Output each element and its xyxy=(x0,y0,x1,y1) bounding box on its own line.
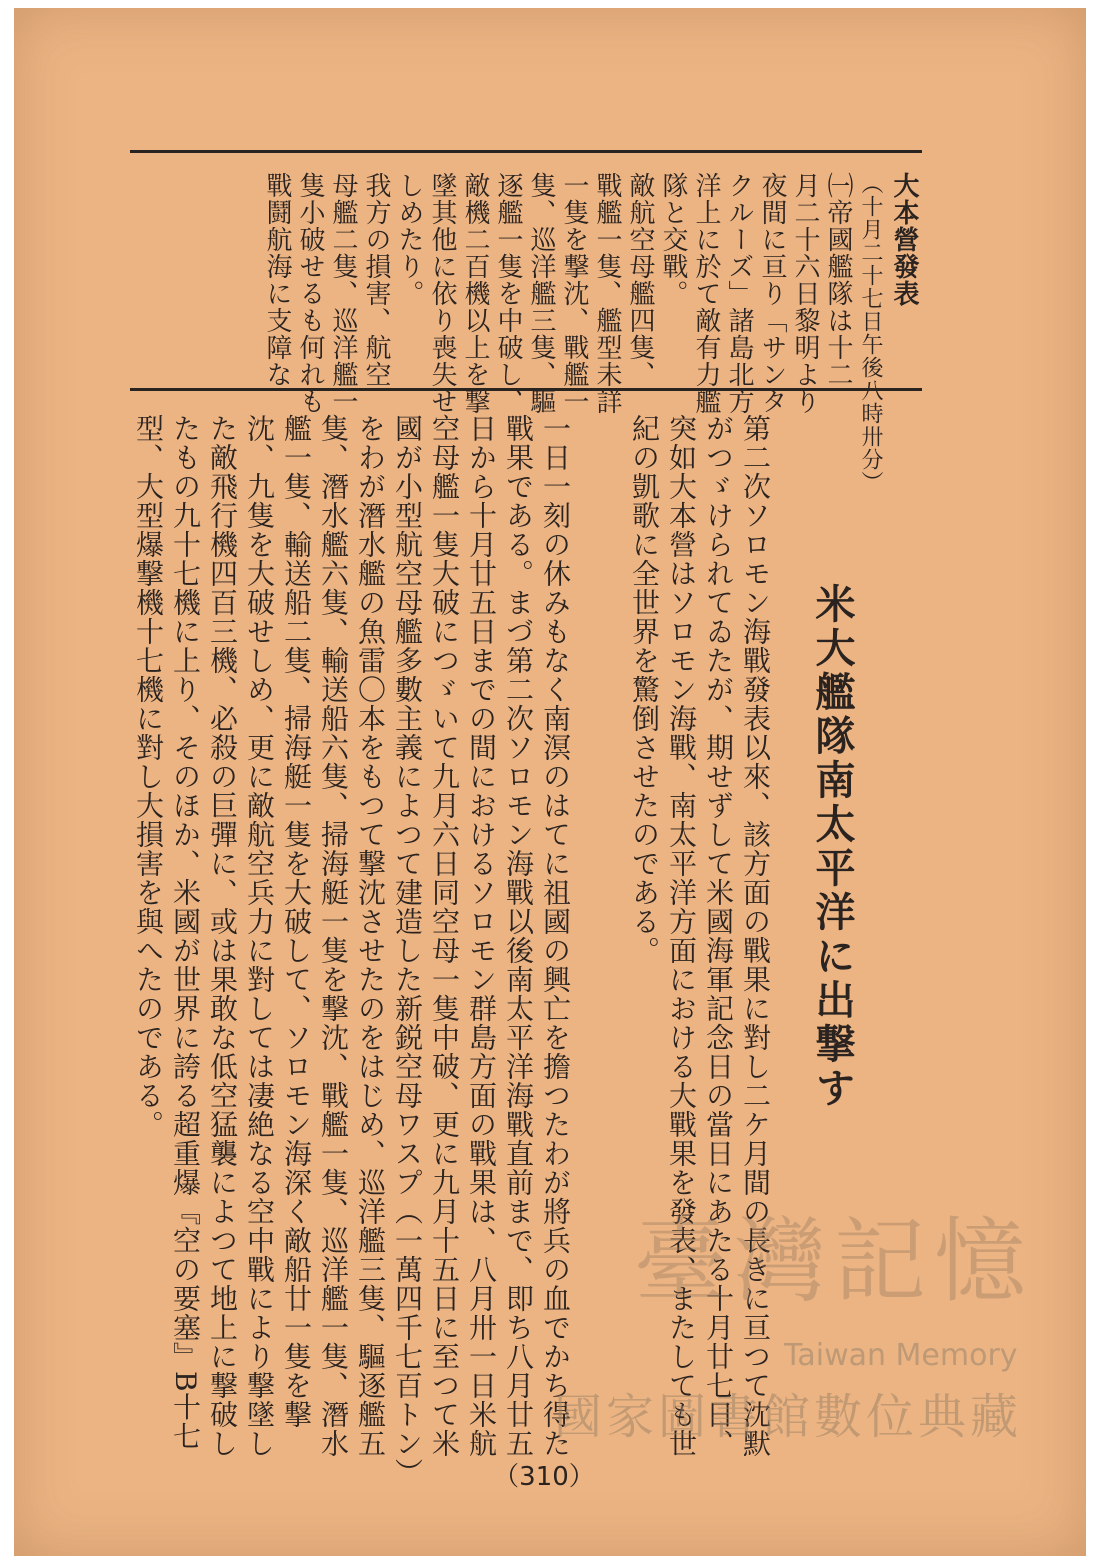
announcement-heading: 大本營發表 xyxy=(889,172,919,307)
article-paragraph-2 xyxy=(132,414,574,1474)
announcement-line: 我方の損害、航空 xyxy=(361,172,391,388)
watermark-logo: 臺灣記憶 xyxy=(634,1208,1035,1315)
announcement-line: クルーズ」諸島北方 xyxy=(724,172,754,415)
announcement-line: 戰艦一隻、艦型未詳 xyxy=(592,172,622,415)
page-number: （310） xyxy=(493,1462,595,1492)
announcement-line: 隊と交戰。 xyxy=(658,172,688,307)
announcement-line: 隻小破せるも何れも xyxy=(295,172,325,415)
announcement-line: 敵機二百機以上を撃 xyxy=(460,172,490,415)
watermark-english: Taiwan Memory xyxy=(784,1338,1018,1373)
announcement-line: 墜其他に依り喪失せ xyxy=(427,172,457,415)
announcement-line: 月二十六日黎明より xyxy=(790,172,820,415)
announcement-line: ㈠帝國艦隊は十二 xyxy=(823,172,853,388)
article-paragraph-1 xyxy=(594,414,774,1474)
article-title: 米大艦隊南太平洋に出撃す xyxy=(809,583,856,1111)
announcement-box xyxy=(142,172,920,494)
paragraph-2-text: 一日一刻の休みもなく南溟のはてに祖國の興亡を擔つたわが將兵の血でかち得た戰果である。まづ第二次ソロモン海戰以後南太平洋海戰直前まで、即ち八月廿五日から十月廿五日までの間におけるソロモン群島方面の戰果は、八月卅一日米航空母艦一隻大破につゞいて九月六日同空母一隻中破、更に九月十五日に至つて米國が小型航空母艦多數主義によつて建造した新鋭空母ワスプ（一萬四千七百トン）をわが潛水艦の魚雷〇本をもつて撃沈させたのをはじめ、巡洋艦三隻、驅逐艦五隻、潛水艦六隻、輸送船六隻、掃海艇一隻を撃沈、戰艦一隻、巡洋艦一隻、潛水艦一隻、輸送船二隻、掃海艇一隻を大破して、ソロモン海深く敵船廿一隻を撃沈、九隻を大破せしめ、更に敵航空兵力に對しては凄絶なる空中戰により撃墜した敵飛行機四百三機、必殺の巨彈に、或は果敢な低空猛襲によつて地上に撃破したもの九十七機に上り、そのほか、米國が世界に誇る超重爆『空の要塞』B十七型、大型爆撃機十七機に對し大損害を與へたのである。 xyxy=(132,414,572,1473)
announcement-line: 洋上に於て敵有力艦 xyxy=(691,172,721,415)
announcement-line: 一隻を撃沈、戰艦一 xyxy=(559,172,589,415)
announcement-line: しめたり。 xyxy=(394,172,424,307)
document-page xyxy=(14,8,1086,1556)
announcement-line: 夜間に亘り「サンタ xyxy=(757,172,787,415)
announcement-line: 逐艦一隻を中破し、 xyxy=(493,172,523,415)
announcement-line: 敵航空母艦四隻、 xyxy=(625,172,655,388)
announcement-time: （十月二十七日午後八時卅分） xyxy=(858,172,883,494)
paragraph-1-text: 第二次ソロモン海戰發表以來、該方面の戰果に對し二ケ月間の長きに亘つて沈默がつゞけられてゐたが、期せずして米國海軍記念日の當日にあたる十月廿七日、突如大本營はソロモン海戰、南太平洋方面における大戰果を發表、またしても世紀の凱歌に全世界を驚倒させたのである。 xyxy=(628,414,772,1458)
announcement-line: 隻、巡洋艦三隻、驅 xyxy=(526,172,556,415)
announcement-line: 戰鬪航海に支障な xyxy=(262,172,292,388)
top-rule xyxy=(130,150,922,153)
announcement-line: 母艦二隻、巡洋艦一 xyxy=(328,172,358,415)
watermark-chinese: 國家圖書館數位典藏 xyxy=(554,1389,1023,1445)
